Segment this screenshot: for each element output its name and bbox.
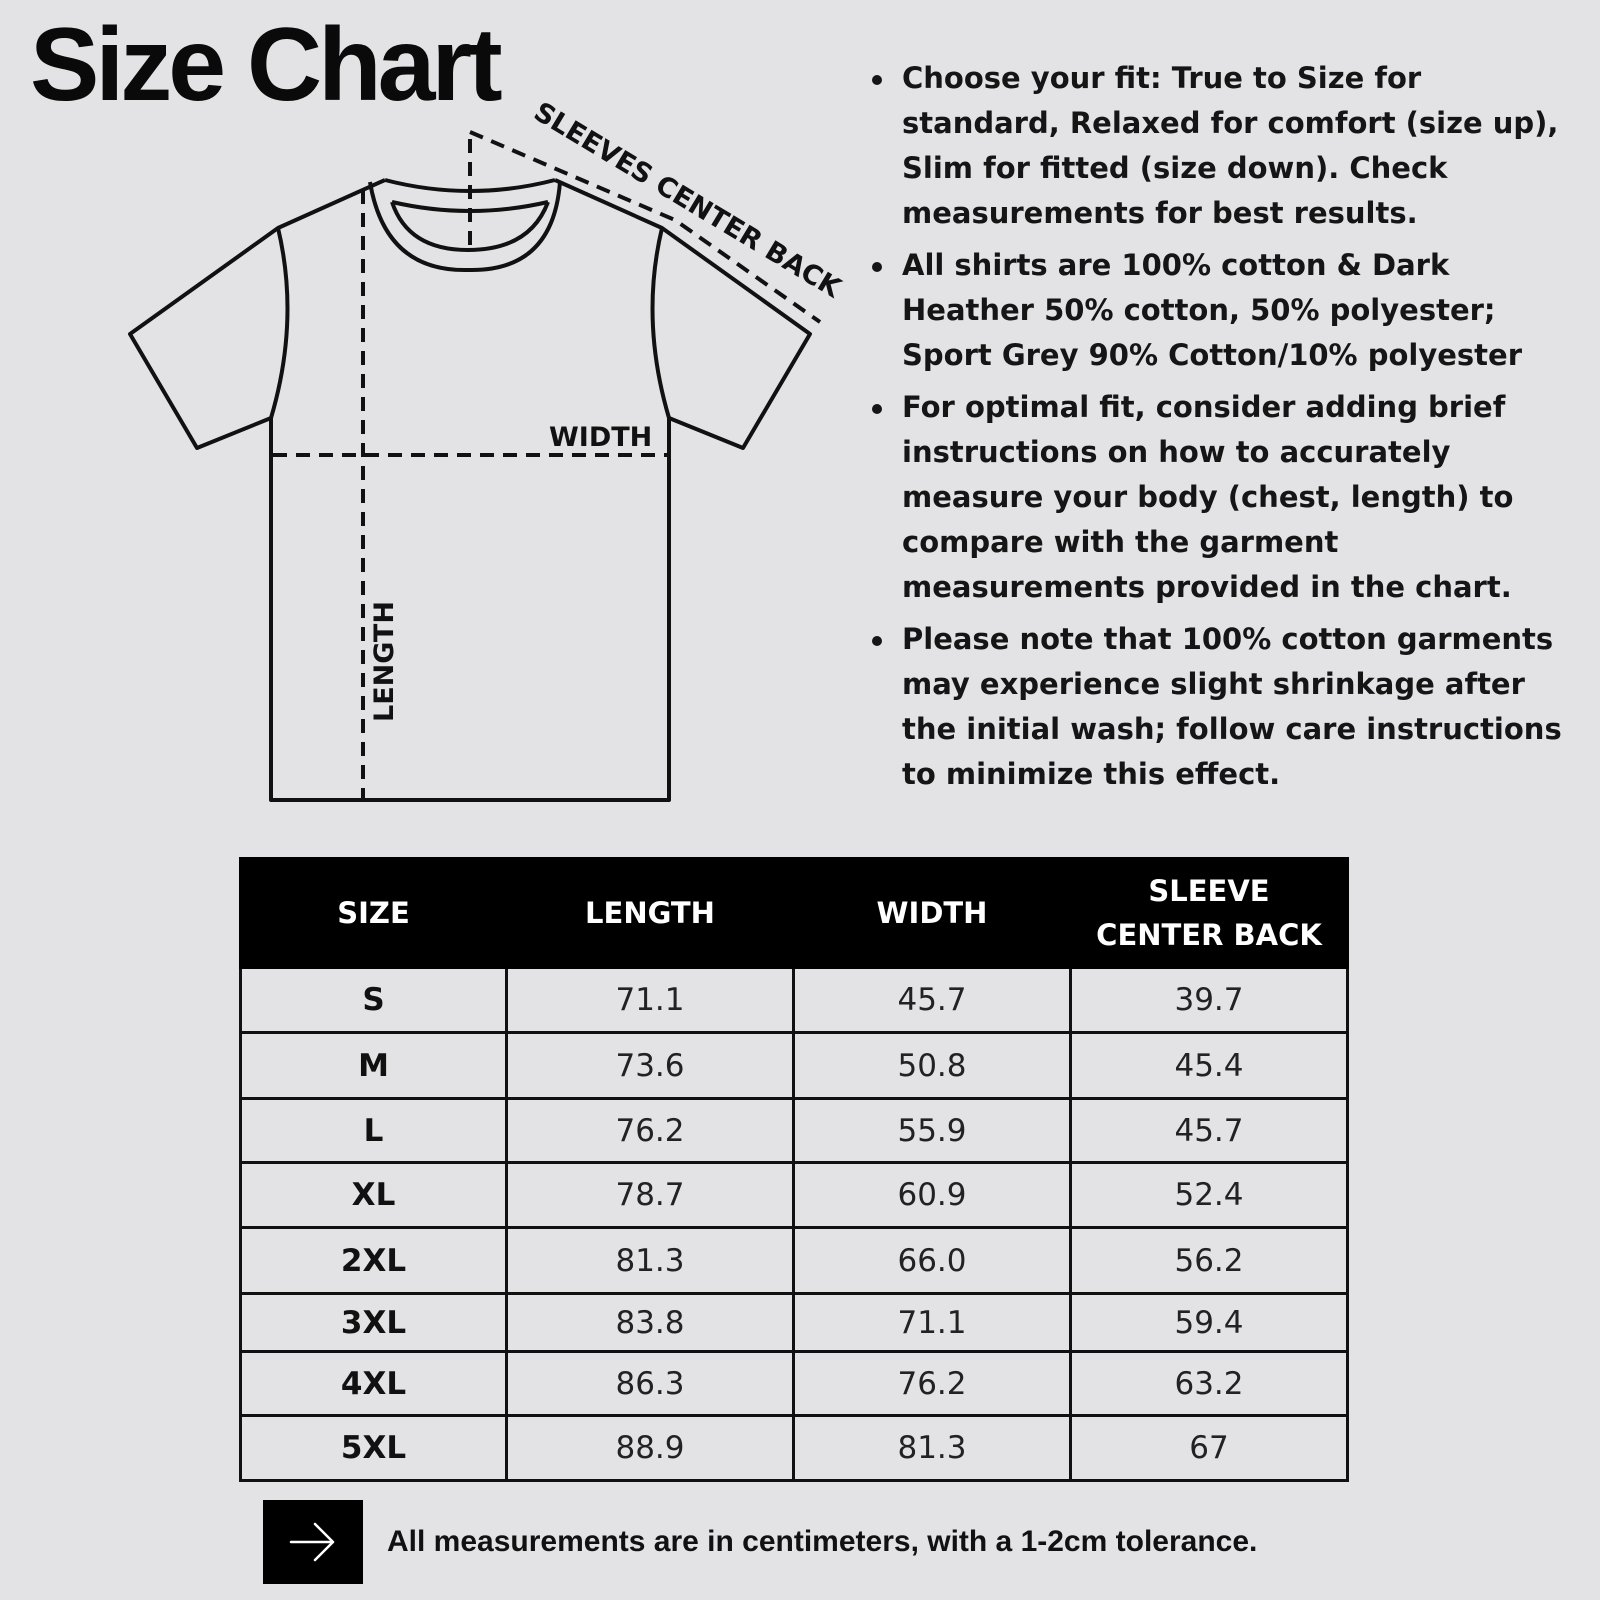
sleeve-cell: 39.7 — [1071, 968, 1348, 1033]
footer-note — [263, 1500, 1257, 1584]
page-title: Size Chart — [30, 7, 499, 123]
note-item: Please note that 100% cotton garments may experience slight shrinkage after the initial wash; follow care instructions to minimize this effect. — [866, 617, 1586, 797]
note-item: All shirts are 100% cotton & Dark Heather 50% cotton, 50% polyester; Sport Grey 90% Cotton/10% polyester — [866, 243, 1586, 378]
length-cell: 71.1 — [507, 968, 794, 1033]
bullet-icon — [872, 262, 882, 272]
width-cell: 60.9 — [794, 1163, 1071, 1228]
sleeve-cell: 59.4 — [1071, 1294, 1348, 1352]
bullet-icon — [872, 404, 882, 414]
size-cell: 2XL — [241, 1228, 507, 1294]
sleeve-cell: 67 — [1071, 1416, 1348, 1481]
table-row — [241, 1352, 1348, 1416]
size-cell: L — [241, 1099, 507, 1163]
size-cell: XL — [241, 1163, 507, 1228]
sleeve-cell: 45.4 — [1071, 1033, 1348, 1099]
length-cell: 73.6 — [507, 1033, 794, 1099]
size-cell: M — [241, 1033, 507, 1099]
sleeves-label: SLEEVES CENTER BACK — [528, 96, 846, 305]
width-cell: 66.0 — [794, 1228, 1071, 1294]
size-table — [239, 857, 1349, 1482]
table-row — [241, 1099, 1348, 1163]
width-cell: 81.3 — [794, 1416, 1071, 1481]
header-sleeve: SLEEVE CENTER BACK — [1071, 859, 1348, 968]
length-label: LENGTH — [369, 601, 400, 722]
note-item: Choose your fit: True to Size for standard, Relaxed for comfort (size up), Slim for fitted (size down). Check measurements for best results. — [866, 56, 1586, 236]
size-cell: S — [241, 968, 507, 1033]
header-size: SIZE — [241, 859, 507, 968]
length-cell: 76.2 — [507, 1099, 794, 1163]
length-cell: 81.3 — [507, 1228, 794, 1294]
sleeve-cell: 52.4 — [1071, 1163, 1348, 1228]
width-cell: 50.8 — [794, 1033, 1071, 1099]
sleeve-cell: 63.2 — [1071, 1352, 1348, 1416]
note-item: For optimal fit, consider adding brief instructions on how to accurately measure your body (chest, length) to compare with the garment measurements provided in the chart. — [866, 385, 1586, 610]
bullet-icon — [872, 636, 882, 646]
width-cell: 71.1 — [794, 1294, 1071, 1352]
sleeve-cell: 45.7 — [1071, 1099, 1348, 1163]
tshirt-diagram — [0, 0, 860, 820]
size-cell: 4XL — [241, 1352, 507, 1416]
table-row — [241, 1228, 1348, 1294]
length-cell: 78.7 — [507, 1163, 794, 1228]
arrow-right-icon — [263, 1500, 363, 1584]
fit-notes-list — [866, 56, 1586, 804]
header-width: WIDTH — [794, 859, 1071, 968]
sleeve-cell: 56.2 — [1071, 1228, 1348, 1294]
table-row — [241, 968, 1348, 1033]
table-row — [241, 1033, 1348, 1099]
tshirt-outline — [130, 180, 810, 800]
width-cell: 76.2 — [794, 1352, 1071, 1416]
size-cell: 3XL — [241, 1294, 507, 1352]
table-header-row — [241, 859, 1348, 968]
width-cell: 45.7 — [794, 968, 1071, 1033]
table-row — [241, 1163, 1348, 1228]
length-cell: 88.9 — [507, 1416, 794, 1481]
table-row — [241, 1416, 1348, 1481]
length-cell: 83.8 — [507, 1294, 794, 1352]
size-cell: 5XL — [241, 1416, 507, 1481]
header-length: LENGTH — [507, 859, 794, 968]
length-cell: 86.3 — [507, 1352, 794, 1416]
width-label: WIDTH — [549, 422, 653, 453]
footer-text: All measurements are in centimeters, with a 1-2cm tolerance. — [387, 1525, 1258, 1558]
width-cell: 55.9 — [794, 1099, 1071, 1163]
bullet-icon — [872, 75, 882, 85]
table-row — [241, 1294, 1348, 1352]
